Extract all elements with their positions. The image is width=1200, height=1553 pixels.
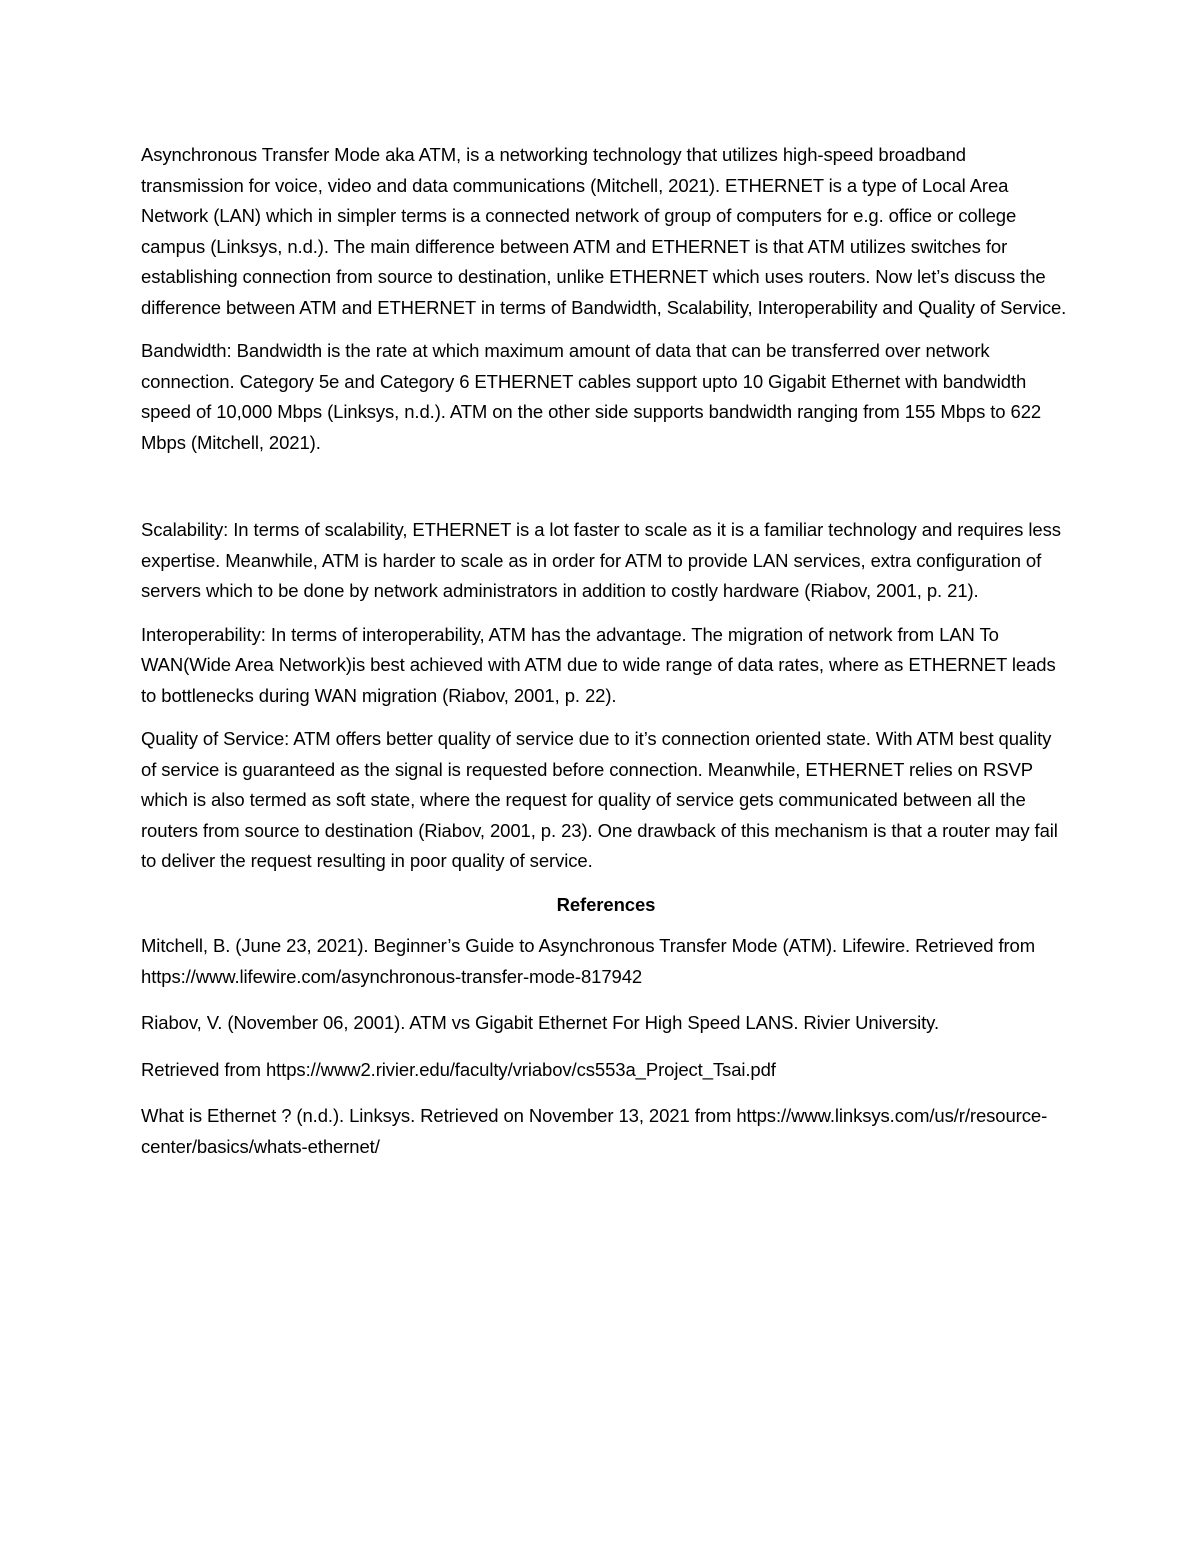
blank-line bbox=[141, 471, 1071, 515]
reference-riabov-retrieved: Retrieved from https://www2.rivier.edu/faculty/vriabov/cs553a_Project_Tsai.pdf bbox=[141, 1058, 776, 1080]
reference-riabov: Riabov, V. (November 06, 2001). ATM vs Gigabit Ethernet For High Speed LANS. Rivier University. bbox=[141, 1012, 939, 1033]
reference-linksys: What is Ethernet ? (n.d.). Linksys. Retrieved on November 13, 2021 from https://www.linksys.com/us/r/resource-center/basics/whats-ethernet/ bbox=[141, 1105, 1048, 1157]
document-body bbox=[141, 140, 1071, 1178]
bandwidth-paragraph: Bandwidth: Bandwidth is the rate at which maximum amount of data that can be transferred over network connection. Category 5e and Category 6 ETHERNET cables support upto 10 Gigabit Ethernet with bandwidth speed of 10,000 Mbps (Linksys, n.d.). ATM on the other side supports bandwidth ranging from 155 Mbps to 622 Mbps (Mitchell, 2021). bbox=[141, 340, 1042, 453]
reference-mitchell: Mitchell, B. (June 23, 2021). Beginner’s Guide to Asynchronous Transfer Mode (ATM). Lifewire. Retrieved from https://www.lifewire.com/asynchronous-transfer-mode-817942 bbox=[141, 935, 1036, 987]
intro-paragraph: Asynchronous Transfer Mode aka ATM, is a networking technology that utilizes high-speed broadband transmission for voice, video and data communications (Mitchell, 2021). ETHERNET is a type of Local Area Network (LAN) which in simpler terms is a connected network of group of computers for e.g. office or college campus (Linksys, n.d.). The main difference between ATM and ETHERNET is that ATM utilizes switches for establishing connection from source to destination, unlike ETHERNET which uses routers. Now let’s discuss the difference between ATM and ETHERNET in terms of Bandwidth, Scalability, Interoperability and Quality of Service. bbox=[141, 144, 1067, 318]
references-heading: References bbox=[556, 893, 656, 915]
interoperability-paragraph: Interoperability: In terms of interoperability, ATM has the advantage. The migration of network from LAN To WAN(Wide Area Network)is best achieved with ATM due to wide range of data rates, where as ETHERNET leads to bottlenecks during WAN migration (Riabov, 2001, p. 22). bbox=[141, 623, 1056, 706]
quality-of-service-paragraph: Quality of Service: ATM offers better quality of service due to it’s connection oriented state. With ATM best quality of service is guaranteed as the signal is requested before connection. Meanwhile, ETHERNET relies on RSVP which is also termed as soft state, where the request for quality of service gets communicated between all the routers from source to destination (Riabov, 2001, p. 23). One drawback of this mechanism is that a router may fail to deliver the request resulting in poor quality of service. bbox=[141, 728, 1058, 871]
scalability-paragraph: Scalability: In terms of scalability, ETHERNET is a lot faster to scale as it is a familiar technology and requires less expertise. Meanwhile, ATM is harder to scale as in order for ATM to provide LAN services, extra configuration of servers which to be done by network administrators in addition to costly hardware (Riabov, 2001, p. 21). bbox=[141, 519, 1061, 601]
